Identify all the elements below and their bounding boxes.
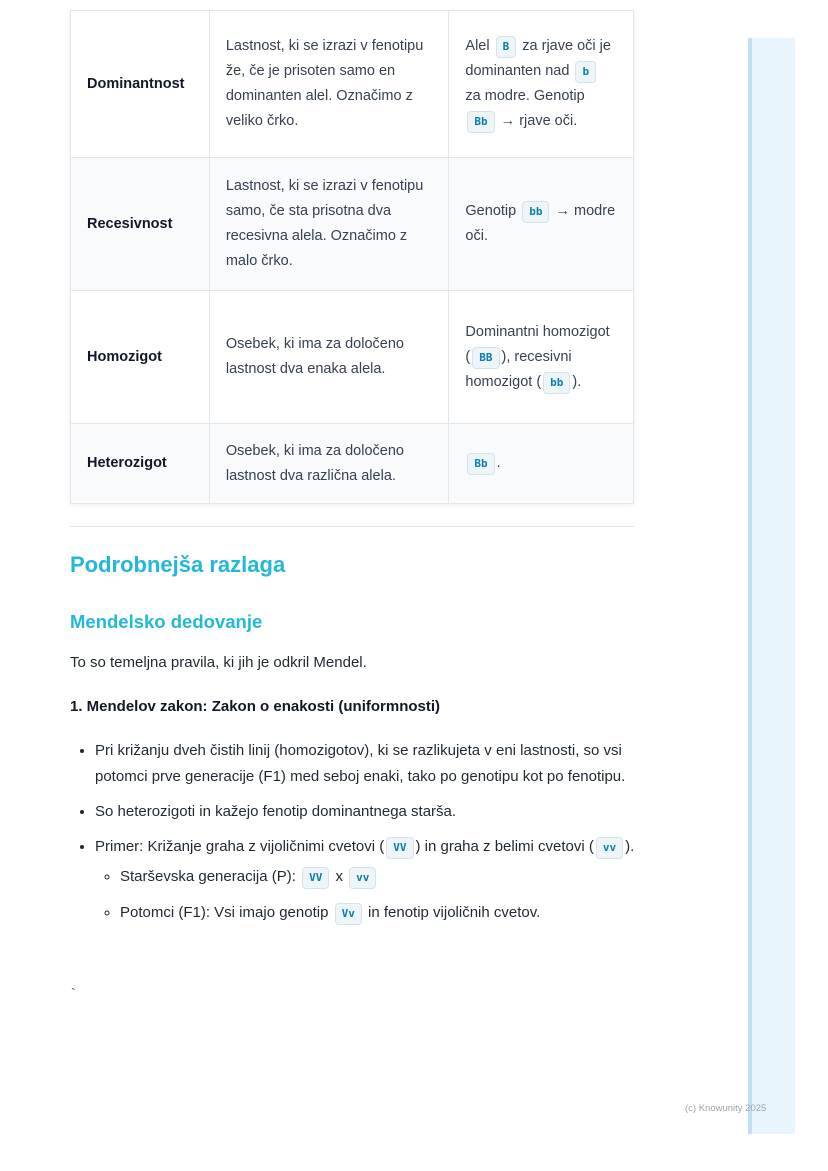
table-row: [71, 11, 634, 158]
code-chip: Bb: [467, 111, 494, 133]
code-chip: Bb: [467, 453, 494, 475]
list-item: • Pri križanju dveh čistih linij (homozigotov), ki se razlikujeta v eni lastnosti, so vsi potomci prve generacije (F1) med seboj enaki, tako po genotipu kot po fenotipu.: [95, 738, 665, 790]
horizontal-divider: [70, 526, 634, 527]
term-cell: Homozigot: [71, 291, 210, 424]
code-chip: bb: [522, 201, 549, 223]
term-cell: Dominantnost: [71, 11, 210, 158]
example-cell: Alel B za rjave oči je dominanten nad b za modre. Genotip Bb → rjave oči.: [449, 11, 634, 158]
list-item: • So heterozigoti in kažejo fenotip dominantnega starša.: [95, 799, 665, 825]
code-chip: b: [575, 61, 596, 83]
law-title: 1. Mendelov zakon: Zakon o enakosti (uniformnosti): [70, 698, 441, 715]
code-chip: BB: [472, 347, 499, 369]
code-chip: vv: [349, 867, 376, 889]
example-cell: Genotip bb → modre oči.: [449, 158, 634, 291]
definition-cell: Osebek, ki ima za določeno lastnost dva različna alela.: [209, 424, 449, 504]
terms-table: [70, 10, 634, 504]
code-chip: VV: [386, 837, 413, 859]
example-cell: Bb .: [449, 424, 634, 504]
code-chip: bb: [543, 372, 570, 394]
right-sidebar-panel: [748, 38, 795, 1134]
stray-mark: `: [71, 985, 76, 1001]
sub-list-item: ◦ Potomci (F1): Vsi imajo genotip Vv in fenotip vijoličnih cvetov.: [120, 900, 665, 926]
sub-bullet-list: [95, 864, 665, 926]
intro-paragraph: To so temeljna pravila, ki jih je odkril Mendel.: [70, 654, 367, 671]
code-chip: Vv: [335, 903, 362, 925]
table-row: [71, 158, 634, 291]
code-chip: VV: [302, 867, 329, 889]
section-title: Podrobnejša razlaga: [70, 552, 286, 577]
definition-cell: Osebek, ki ima za določeno lastnost dva enaka alela.: [209, 291, 449, 424]
list-item: • Primer: Križanje graha z vijoličnimi cvetovi ( VV ) in graha z belimi cvetovi ( vv ). ◦ Starševska generacija (P): VV x vv ◦ Potomci (F1): Vsi imajo genotip Vv in fenotip vijoličnih cvetov.: [95, 834, 665, 926]
bullet-list: [70, 738, 665, 936]
term-cell: Recesivnost: [71, 158, 210, 291]
subsection-title: Mendelsko dedovanje: [70, 611, 263, 632]
table-row: [71, 424, 634, 504]
definition-cell: Lastnost, ki se izrazi v fenotipu samo, če sta prisotna dva recesivna alela. Označimo z malo črko.: [209, 158, 449, 291]
table-row: [71, 291, 634, 424]
term-cell: Heterozigot: [71, 424, 210, 504]
sub-list-item: ◦ Starševska generacija (P): VV x vv: [120, 864, 665, 890]
code-chip: B: [496, 36, 517, 58]
definition-cell: Lastnost, ki se izrazi v fenotipu že, če je prisoten samo en dominanten alel. Označimo z veliko črko.: [209, 11, 449, 158]
example-cell: Dominantni homozigot ( BB ), recesivni homozigot ( bb ).: [449, 291, 634, 424]
copyright-footer: (c) Knowunity 2025: [685, 1103, 767, 1114]
code-chip: vv: [596, 837, 623, 859]
